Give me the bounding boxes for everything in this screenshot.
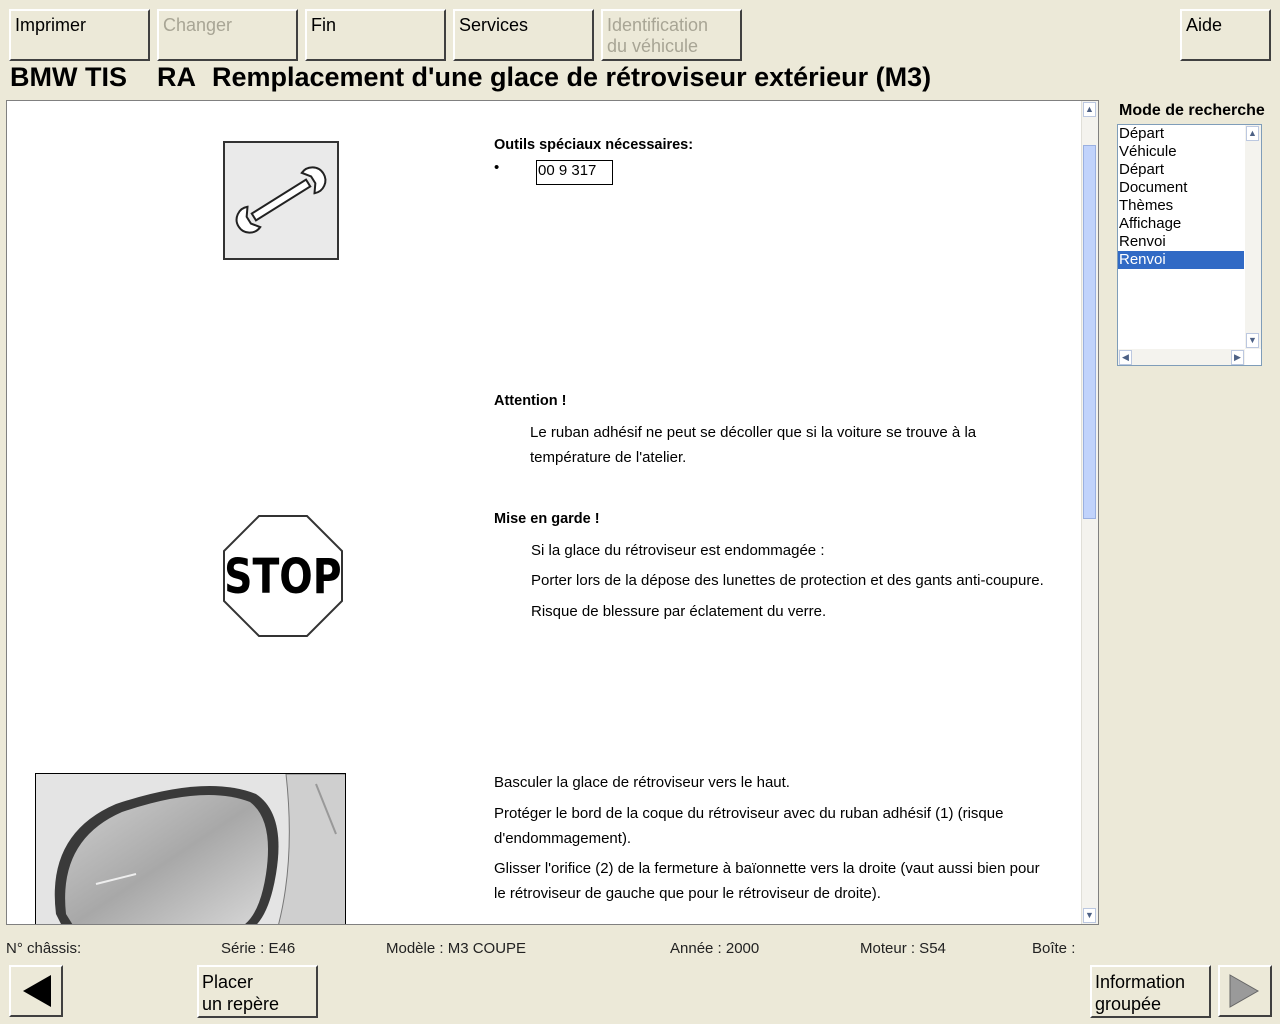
- search-mode-label: Mode de recherche: [1119, 102, 1265, 119]
- step-text-line3a: Glisser l'orifice (2) de la fermeture à baïonnette vers la droite (vaut aussi bien pour: [494, 860, 1040, 877]
- search-mode-items: [1118, 125, 1261, 269]
- list-scroll-right-icon[interactable]: ▶: [1231, 350, 1244, 365]
- list-vertical-scrollbar[interactable]: [1245, 125, 1261, 349]
- search-mode-item[interactable]: Renvoi: [1119, 233, 1166, 250]
- warning-text-line3: Risque de blessure par éclatement du verre.: [531, 603, 827, 620]
- tool-number-link[interactable]: 00 9 317: [536, 160, 613, 185]
- page-title: [10, 62, 931, 93]
- list-scroll-up-icon[interactable]: ▲: [1246, 126, 1259, 141]
- grouped-information-button[interactable]: [1090, 965, 1211, 1018]
- end-button[interactable]: Fin: [305, 9, 446, 61]
- arrow-right-icon: [1220, 967, 1270, 1015]
- engine-value: Moteur : S54: [860, 940, 946, 957]
- attention-heading: Attention !: [494, 393, 567, 409]
- next-button[interactable]: [1218, 965, 1272, 1017]
- search-mode-list[interactable]: [1117, 124, 1262, 366]
- document-code: RA: [156, 62, 196, 92]
- vehicle-identification-button[interactable]: [601, 9, 742, 61]
- model-value: Modèle : M3 COUPE: [386, 940, 527, 957]
- document-content[interactable]: [6, 100, 1099, 925]
- tool-bullet: •: [494, 159, 500, 176]
- grouped-information-line2: groupée: [1095, 994, 1162, 1014]
- gearbox-value: Boîte :: [1032, 940, 1076, 957]
- chassis-number: N° châssis:: [6, 940, 82, 957]
- place-bookmark-button[interactable]: [197, 965, 318, 1018]
- services-button[interactable]: Services: [453, 9, 594, 61]
- list-horizontal-scrollbar[interactable]: [1118, 349, 1245, 365]
- vehicle-identification-line1: Identification: [607, 15, 709, 35]
- list-scroll-left-icon[interactable]: ◀: [1119, 350, 1132, 365]
- warning-heading: Mise en garde !: [494, 511, 600, 527]
- attention-text-line1: Le ruban adhésif ne peut se décoller que si la voiture se trouve à la: [530, 424, 977, 441]
- series-value: Série : E46: [221, 940, 296, 957]
- app-name: BMW TIS: [10, 62, 127, 92]
- search-mode-item[interactable]: Document: [1119, 179, 1188, 196]
- arrow-left-icon: [11, 967, 61, 1015]
- list-scroll-down-icon[interactable]: ▼: [1246, 333, 1259, 348]
- grouped-information-line1: Information: [1095, 972, 1186, 992]
- scroll-down-icon[interactable]: ▼: [1083, 908, 1096, 923]
- search-mode-item[interactable]: Affichage: [1119, 215, 1182, 232]
- place-bookmark-line2: un repère: [202, 994, 280, 1014]
- search-mode-item[interactable]: Thèmes: [1119, 197, 1174, 214]
- scroll-up-icon[interactable]: ▲: [1083, 102, 1096, 117]
- search-mode-item[interactable]: Renvoi: [1118, 251, 1244, 269]
- step-text-line3b: le rétroviseur de gauche que pour le rétroviseur de droite).: [494, 885, 881, 902]
- print-button[interactable]: Imprimer: [9, 9, 150, 61]
- stop-sign-icon: [223, 515, 343, 637]
- previous-button[interactable]: [9, 965, 63, 1017]
- step-text-line2b: d'endommagement).: [494, 830, 632, 847]
- mirror-illustration: [35, 773, 346, 925]
- tools-heading: Outils spéciaux nécessaires:: [494, 137, 694, 153]
- document-title: Remplacement d'une glace de rétroviseur extérieur (M3): [211, 62, 932, 92]
- search-mode-item[interactable]: Véhicule: [1119, 143, 1177, 160]
- attention-text-line2: température de l'atelier.: [530, 449, 687, 466]
- place-bookmark-line1: Placer: [202, 972, 254, 992]
- help-button[interactable]: Aide: [1180, 9, 1271, 61]
- warning-text-line2: Porter lors de la dépose des lunettes de protection et des gants anti-coupure.: [531, 572, 1044, 589]
- vehicle-identification-line2: du véhicule: [607, 36, 699, 56]
- step-text-line1: Basculer la glace de rétroviseur vers le haut.: [494, 774, 790, 791]
- stop-sign-text: STOP: [224, 549, 342, 606]
- special-tool-icon: [223, 141, 339, 260]
- scrollbar-thumb[interactable]: [1083, 145, 1096, 519]
- content-scrollbar[interactable]: [1081, 101, 1098, 924]
- step-text-line2a: Protéger le bord de la coque du rétroviseur avec du ruban adhésif (1) (risque: [494, 805, 1004, 822]
- warning-text-line1: Si la glace du rétroviseur est endommagée :: [531, 542, 825, 559]
- search-mode-item[interactable]: Départ: [1119, 161, 1165, 178]
- change-button[interactable]: Changer: [157, 9, 298, 61]
- search-mode-item[interactable]: Départ: [1119, 125, 1165, 142]
- year-value: Année : 2000: [670, 940, 760, 957]
- bottom-bar: [0, 960, 1280, 1024]
